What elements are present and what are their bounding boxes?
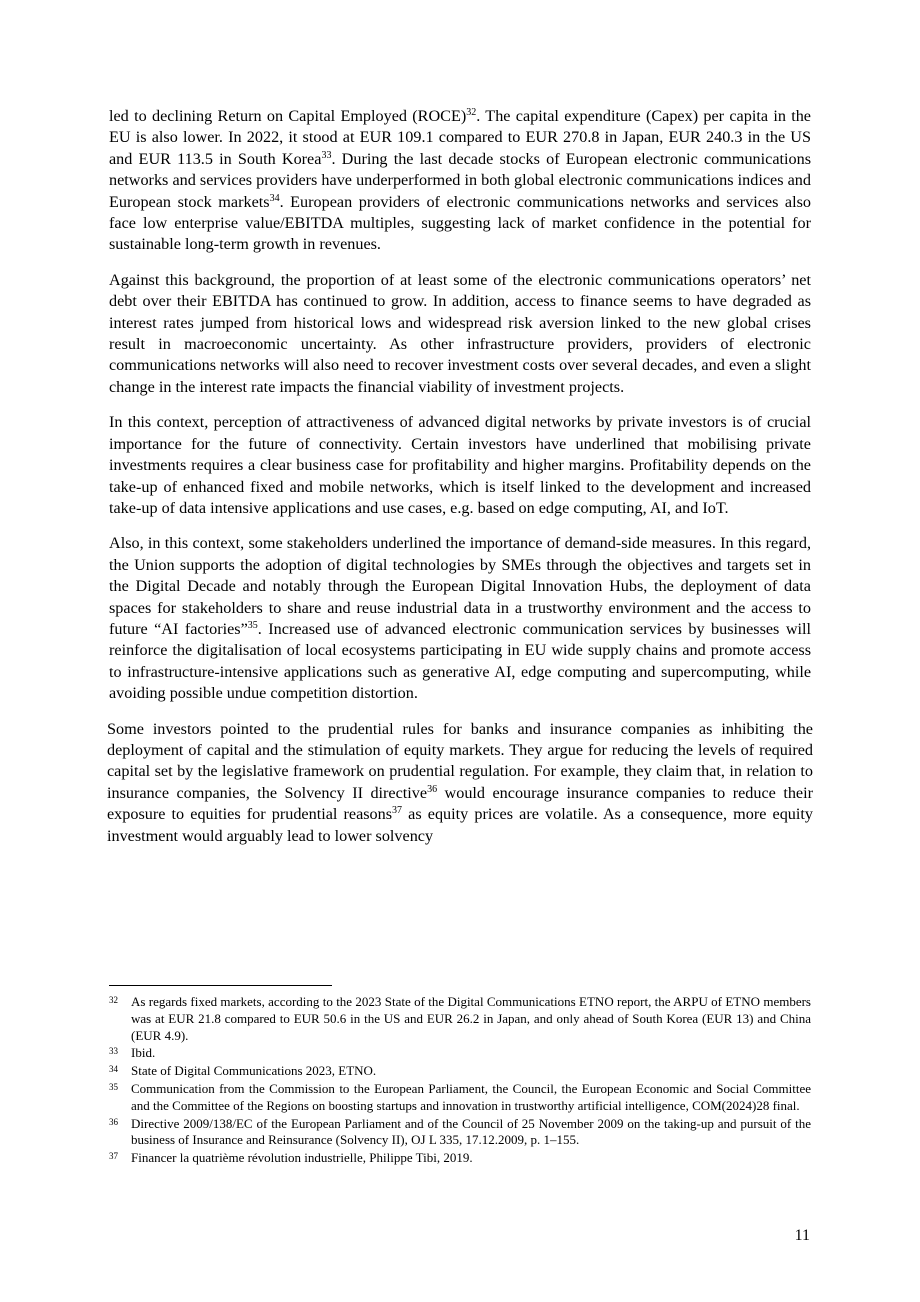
footnote-reference: 35 <box>247 619 258 631</box>
footnote-text: Ibid. <box>131 1045 156 1061</box>
text-segment: In this context, perception of attractiveness of advanced digital networks by private investors is of crucial importance for the future of connectivity. Certain investors have underlined that mobilising private investments requires a clear business case for profitability and higher margins. Profitability depends on the take-up of enhanced fixed and mobile networks, which is itself linked to the development and increased take-up of data intensive applications and use cases, e.g. based on edge computing, AI, and IoT. <box>109 413 811 517</box>
footnote-reference: 33 <box>321 149 332 161</box>
text-segment: Some investors pointed to the prudential rules for banks and insurance companies as inhibiting the deployment of capital and the stimulation of equity markets. They argue for reducing the levels of required capital set by the legislative framework on prudential regulation. For example, they claim that, in relation to insurance companies, the Solvency II directive <box>107 719 813 802</box>
paragraph <box>109 412 811 519</box>
text-segment: Against this background, the proportion of at least some of the electronic communications operators’ net debt over their EBITDA has continued to grow. In addition, access to finance seems to have degraded as interest rates jumped from historical lows and widespread risk aversion linked to the new global crises result in macroeconomic uncertainty. As other infrastructure providers, providers of electronic communications networks will also need to recover investment costs over several decades, and even a slight change in the interest rate impacts the financial viability of investment projects. <box>109 270 811 396</box>
footnote-number: 35 <box>109 1081 118 1092</box>
page-number: 11 <box>794 1227 810 1244</box>
footnote-separator <box>109 985 332 986</box>
text-segment: led to declining Return on Capital Employed (ROCE) <box>109 107 467 125</box>
text-segment: . The capital expenditure (Capex) per capita in the EU is also lower. In 2022, it stood at EUR 109.1 compared to EUR 270.8 in Japan, EUR 240.3 in the US and EUR 113.5 in South Korea <box>109 107 811 168</box>
footnote-reference: 32 <box>466 107 477 118</box>
footnote-text: Directive 2009/138/EC of the European Parliament and of the Council of 25 November 2009 on the taking-up and pursuit of the business of Insurance and Reinsurance (Solvency II), OJ L 335, 17.12.2009, p. 1–155. <box>131 1115 811 1148</box>
footnote-number: 32 <box>109 995 118 1005</box>
footnote-number: 34 <box>109 1064 118 1075</box>
footnote-reference: 34 <box>269 192 280 204</box>
paragraph <box>109 270 811 398</box>
footnote <box>109 1045 811 1062</box>
footnote-number: 33 <box>109 1046 118 1057</box>
text-segment: Also, in this context, some stakeholders underlined the importance of demand-side measures. In this regard, the Union supports the adoption of digital technologies by SMEs through the objectives and targets set in the Digital Decade and notably through the European Digital Innovation Hubs, the deployment of data spaces for stakeholders to share and reuse industrial data in a trustworthy environment and the access to future “AI factories” <box>109 534 811 638</box>
footnote-text: As regards fixed markets, according to the 2023 State of the Digital Communications ETNO report, the ARPU of ETNO members was at EUR 21.8 compared to EUR 50.6 in the US and EUR 26.2 in Japan, and only ahead of South Korea (EUR 13) and China (EUR 4.9). <box>131 994 811 1043</box>
text-segment: . Increased use of advanced electronic communication services by businesses will reinforce the digitalisation of local ecosystems participating in EU wide supply chains and promote access to infrastructure-intensive applications such as generative AI, edge computing and supercomputing, while avoiding possible undue competition distortion. <box>109 619 812 703</box>
text-segment: as equity prices are volatile. As a consequence, more equity investment would arguably lead to lower solvency <box>107 805 813 845</box>
footnote-reference: 36 <box>427 783 438 795</box>
text-segment: . During the last decade stocks of European electronic communications networks and services providers have underperformed in both global electronic communications indices and European stock markets <box>109 149 811 211</box>
paragraph <box>109 106 811 256</box>
footnote <box>109 994 811 1044</box>
footnote <box>109 1081 811 1115</box>
footnote-text: Financer la quatrième révolution industrielle, Philippe Tibi, 2019. <box>131 1150 473 1166</box>
text-segment: . European providers of electronic communications networks and services also face low enterprise value/EBITDA multiples, suggesting lack of market confidence in the potential for sustainable long-term growth in revenues. <box>109 192 811 254</box>
text-segment: would encourage insurance companies to reduce their exposure to equities for prudential reasons <box>107 783 813 824</box>
footnotes <box>109 994 811 1168</box>
footnote-number: 36 <box>109 1116 118 1127</box>
footnote-reference: 37 <box>392 805 403 817</box>
body-text <box>109 106 811 861</box>
footnote <box>109 1150 811 1167</box>
paragraph <box>109 533 811 704</box>
footnote <box>109 1063 811 1080</box>
paragraph <box>107 719 813 847</box>
footnote-text: State of Digital Communications 2023, ETNO. <box>131 1063 377 1079</box>
footnote-text: Communication from the Commission to the European Parliament, the Council, the European Economic and Social Committee and the Committee of the Regions on boosting startups and innovation in trustworthy artificial intelligence, COM(2024)28 final. <box>131 1080 811 1113</box>
footnote-number: 37 <box>109 1151 118 1162</box>
footnote <box>109 1116 811 1150</box>
